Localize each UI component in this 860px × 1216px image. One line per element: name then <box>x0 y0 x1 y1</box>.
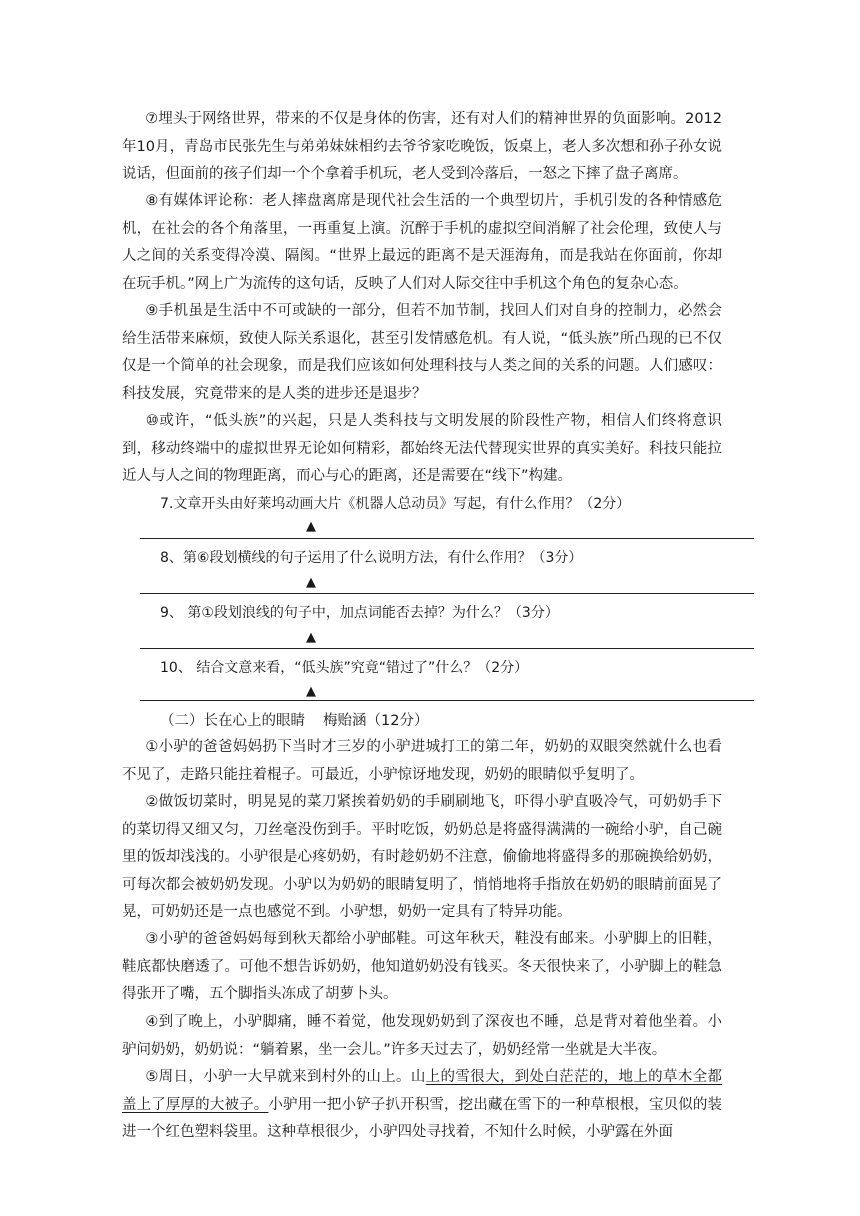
answer-mark-triangle: ▲ <box>306 519 316 534</box>
answer-line <box>140 593 754 594</box>
paragraph-2: ②做饭切菜时，明晃晃的菜刀紧挨着奶奶的手刷刷地飞，吓得小驴直吸冷气，可奶奶手下的菜切得又细又匀，刀丝毫没伤到手。平时吃饭，奶奶总是将盛得满满的一碗给小驴，自己碗里的饭却浅浅的。小驴很是心疼奶奶，有时趁奶奶不注意，偷偷地将盛得多的那碗换给奶奶，可每次都会被奶奶发现。小驴以为奶奶的眼睛复明了，悄悄地将手指放在奶奶的眼睛前面晃了晃，可奶奶还是一点也感觉不到。小驴想，奶奶一定具有了特异功能。 <box>122 794 722 920</box>
section-title <box>160 709 428 733</box>
underlined-sentence: 上的雪很大，到处白茫茫的，地上的草木全都盖上了厚厚的大被子。 <box>122 1069 723 1113</box>
story-title: （二）长在心上的眼睛 <box>160 713 305 729</box>
paragraph-8: ⑧有媒体评论称：老人摔盘离席是现代社会生活的一个典型切片，手机引发的各种情感危机，在社会的各个角落里，一再重复上演。沉醉于手机的虚拟空间消解了社会伦理，致使人与人之间的关系变得冷漠、隔阂。“世界上最远的距离不是天涯海角，而是我站在你面前，你却在玩手机。”网上广为流传的这句话，反映了人们对人际交往中手机这个角色的复杂心态。 <box>122 193 722 292</box>
paragraph-9: ⑨手机虽是生活中不可或缺的一部分，但若不加节制，找回人们对自身的控制力，必然会给生活带来麻烦，致使人际关系退化，甚至引发情感危机。有人说，“低头族”所凸现的已不仅仅是一个简单的社会现象，而是我们应该如何处理科技与人类之间的关系的问题。人们感叹：科技发展，究竟带来的是人类的进步还是退步？ <box>122 303 722 402</box>
answer-mark-triangle: ▲ <box>306 575 316 590</box>
question-7: 7.文章开头由好莱坞动画大片《机器人总动员》写起，有什么作用？（2分） <box>160 496 631 512</box>
question-9: 9、 第①段划浪线的句子中，加点词能否去掉？为什么？（3分） <box>160 605 559 621</box>
paragraph-7: ⑦埋头于网络世界，带来的不仅是身体的伤害，还有对人们的精神世界的负面影响。2012年10月，青岛市民张先生与弟弟妹妹相约去爷爷家吃晚饭，饭桌上，老人多次想和孙子孙女说说话，但面前的孩子们却一个个拿着手机玩，老人受到冷落后，一怒之下摔了盘子离席。 <box>122 111 722 182</box>
paragraph-5: ⑤周日，小驴一大早就来到村外的山上。山上的雪很大，到处白茫茫的，地上的草木全都盖上了厚厚的大被子。小驴用一把小铲子扒开积雪，挖出藏在雪下的一种草根根，宝贝似的装进一个红色塑料袋里。这种草根很少，小驴四处寻找着，不知什么时候，小驴露在外面 <box>122 1069 723 1140</box>
paragraph-1: ①小驴的爸爸妈妈扔下当时才三岁的小驴进城打工的第二年，奶奶的双眼突然就什么也看不见了，走路只能拄着棍子。可最近，小驴惊讶地发现，奶奶的眼睛似乎复明了。 <box>122 739 722 783</box>
story-author: 梅贻涵 <box>323 713 367 729</box>
answer-mark-triangle: ▲ <box>306 684 316 699</box>
paragraph-4: ④到了晚上，小驴脚痛，睡不着觉，他发现奶奶到了深夜也不睡，总是背对着他坐着。小驴问奶奶，奶奶说：“躺着累，坐一会儿。”许多天过去了，奶奶经常一坐就是大半夜。 <box>122 1014 722 1058</box>
paragraph-3: ③小驴的爸爸妈妈每到秋天都给小驴邮鞋。可这年秋天，鞋没有邮来。小驴脚上的旧鞋，鞋底都快磨透了。可他不想告诉奶奶，他知道奶奶没有钱买。冬天很快来了，小驴脚上的鞋急得张开了嘴，五个脚指头冻成了胡萝卜头。 <box>122 931 722 1002</box>
section-score: （12分） <box>366 713 429 729</box>
question-10: 10、 结合文意来看，“低头族”究竟“错过了”什么？（2分） <box>160 660 529 676</box>
question-8: 8、第⑥段划横线的句子运用了什么说明方法，有什么作用？（3分） <box>160 550 583 566</box>
answer-mark-triangle: ▲ <box>306 630 316 645</box>
answer-line <box>140 700 754 701</box>
answer-line <box>140 538 754 539</box>
paragraph-10: ⑩或许，“低头族”的兴起，只是人类科技与文明发展的阶段性产物，相信人们终将意识到，移动终端中的虚拟世界无论如何精彩，都始终无法代替现实世界的真实美好。科技只能拉近人与人之间的物理距离，而心与心的距离，还是需要在“线下”构建。 <box>122 413 722 484</box>
answer-line <box>140 648 754 649</box>
